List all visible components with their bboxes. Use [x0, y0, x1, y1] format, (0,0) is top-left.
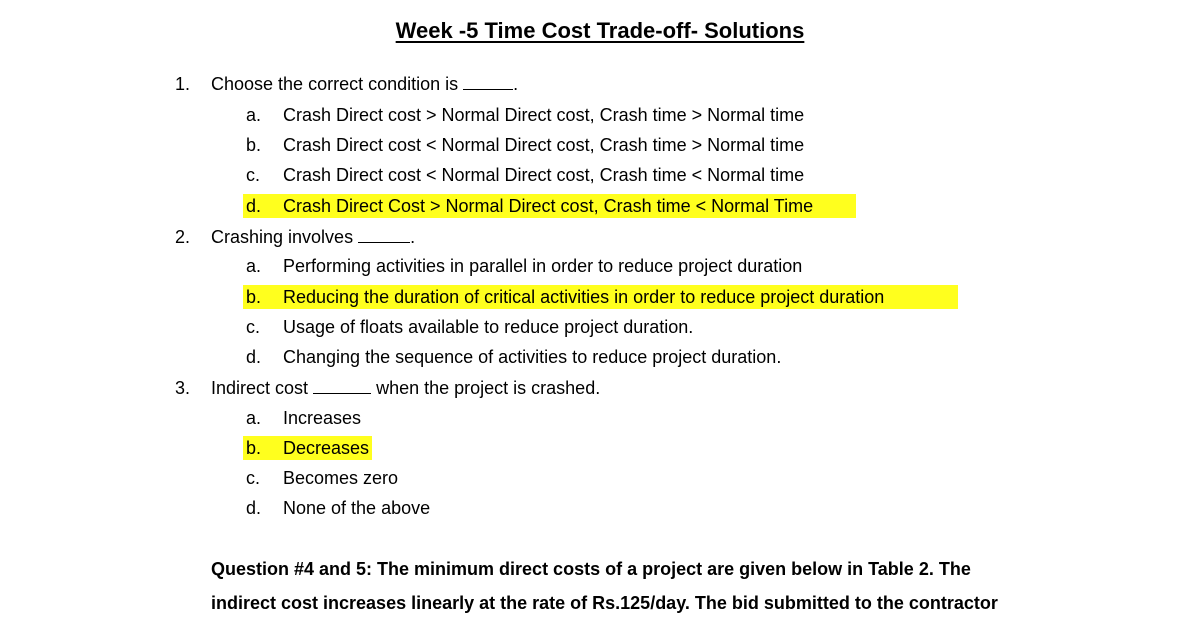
option-letter: d.: [246, 347, 262, 367]
option-text: Crash Direct Cost > Normal Direct cost, Crash time < Normal Time: [283, 196, 814, 216]
option-text: Usage of floats available to reduce project duration.: [283, 317, 694, 337]
question-number: 1.: [175, 74, 191, 94]
option-letter: b.: [246, 438, 262, 458]
question-text: Indirect cost when the project is crashed.: [211, 378, 601, 398]
option-letter: d.: [246, 498, 262, 518]
question-number: 2.: [175, 227, 191, 247]
paragraph-line-2: indirect cost increases linearly at the rate of Rs.125/day. The bid submitted to the contractor: [211, 593, 998, 613]
option-letter: a.: [246, 408, 262, 428]
option-letter: a.: [246, 105, 262, 125]
option-text: Becomes zero: [283, 468, 399, 488]
option-letter: c.: [246, 317, 261, 337]
option-text: Increases: [283, 408, 362, 428]
option-text: None of the above: [283, 498, 431, 518]
option-letter: d.: [246, 196, 262, 216]
option-text: Crash Direct cost < Normal Direct cost, Crash time > Normal time: [283, 135, 805, 155]
option-text: Reducing the duration of critical activities in order to reduce project duration: [283, 287, 885, 307]
option-letter: c.: [246, 165, 261, 185]
question-number: 3.: [175, 378, 191, 398]
option-text: Performing activities in parallel in order to reduce project duration: [283, 256, 803, 276]
paragraph-line-1: Question #4 and 5: The minimum direct costs of a project are given below in Table 2. The: [211, 559, 971, 579]
question-text: Choose the correct condition is .: [211, 74, 519, 94]
option-letter: b.: [246, 287, 262, 307]
option-text: Crash Direct cost < Normal Direct cost, Crash time < Normal time: [283, 165, 805, 185]
option-letter: b.: [246, 135, 262, 155]
question-text: Crashing involves .: [211, 227, 416, 247]
option-text: Crash Direct cost > Normal Direct cost, Crash time > Normal time: [283, 105, 805, 125]
option-letter: c.: [246, 468, 261, 488]
option-letter: a.: [246, 256, 262, 276]
option-text: Changing the sequence of activities to reduce project duration.: [283, 347, 782, 367]
option-text: Decreases: [283, 438, 370, 458]
page-title: Week -5 Time Cost Trade-off- Solutions: [395, 18, 805, 43]
